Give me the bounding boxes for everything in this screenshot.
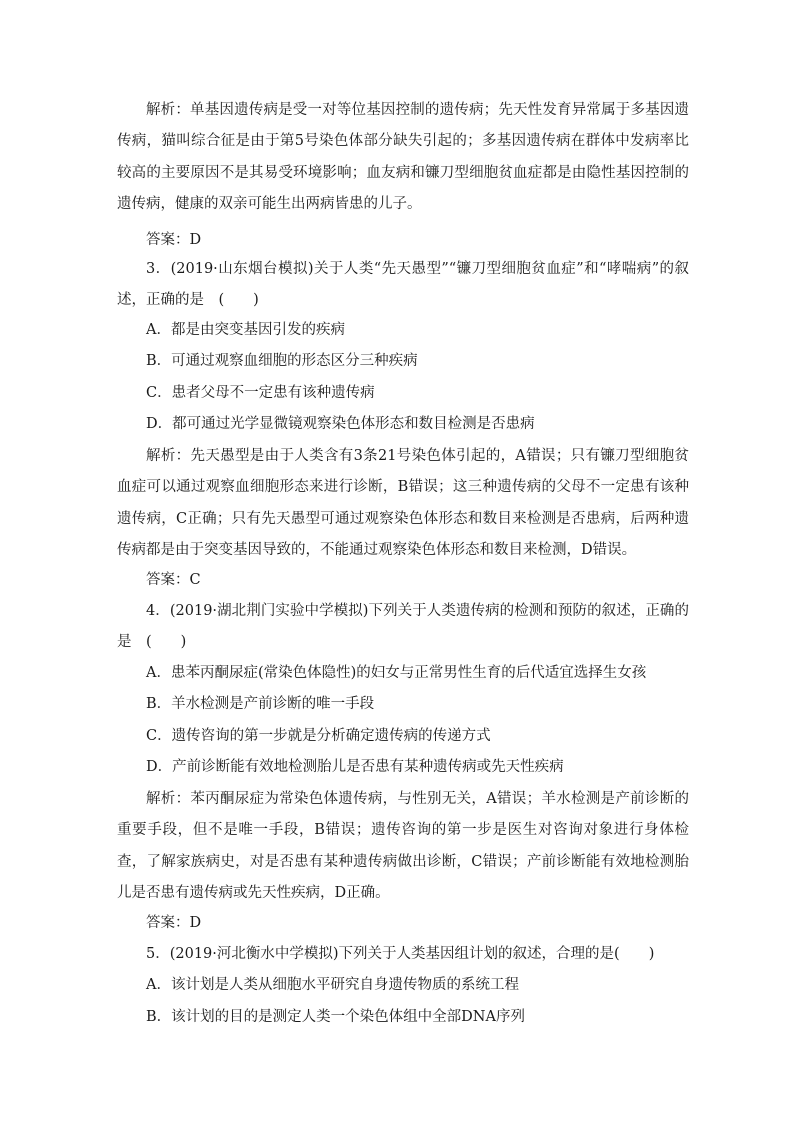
q4-option-a: A．患苯丙酮尿症(常染色体隐性)的妇女与正常男性生育的后代适宜选择生女孩 xyxy=(146,665,647,681)
q4-option-c: C．遗传咨询的第一步就是分析确定遗传病的传递方式 xyxy=(146,728,491,744)
q4-option-d: D．产前诊断能有效地检测胎儿是否患有某种遗传病或先天性疾病 xyxy=(146,759,564,775)
q3-option-b: B．可通过观察血细胞的形态区分三种疾病 xyxy=(146,353,418,369)
q4-answer: 答案：D xyxy=(146,915,202,931)
q5-stem: 5．(2019·河北衡水中学模拟)下列关于人类基因组计划的叙述，合理的是( ) xyxy=(146,946,655,962)
q4-option-b: B．羊水检测是产前诊断的唯一手段 xyxy=(146,696,375,712)
q4-stem: 4．(2019·湖北荆门实验中学模拟)下列关于人类遗传病的检测和预防的叙述，正确的是 ( ) xyxy=(117,603,689,651)
q3-analysis: 解析：先天愚型是由于人类含有3条21号染色体引起的，A错误；只有镰刀型细胞贫血症可以通过观察血细胞形态来进行诊断，B错误；这三种遗传病的父母不一定患有该种遗传病，C正确；只有先天愚型可通过观察染色体形态和数目来检测是否患病，后两种遗传病都是由于突变基因导致的，不能通过观察染色体形态和数目来检测，D错误。 xyxy=(117,448,689,559)
q3-stem: 3．(2019·山东烟台模拟)关于人类“先天愚型”“镰刀型细胞贫血症”和“哮喘病”的叙述，正确的是 ( ) xyxy=(117,261,689,309)
q3-option-a: A．都是由突变基因引发的疾病 xyxy=(146,322,345,338)
q2-answer: 答案：D xyxy=(146,232,202,248)
q5-option-b: B．该计划的目的是测定人类一个染色体组中全部DNA序列 xyxy=(146,1009,525,1025)
q4-analysis: 解析：苯丙酮尿症为常染色体遗传病，与性别无关，A错误；羊水检测是产前诊断的重要手段，但不是唯一手段，B错误；遗传咨询的第一步是医生对咨询对象进行身体检查，了解家族病史，对是否患有某种遗传病做出诊断，C错误；产前诊断能有效地检测胎儿是否患有遗传病或先天性疾病，D正确。 xyxy=(117,791,689,902)
q3-option-d: D．都可通过光学显微镜观察染色体形态和数目检测是否患病 xyxy=(146,416,535,432)
q5-option-a: A．该计划是人类从细胞水平研究自身遗传物质的系统工程 xyxy=(146,977,519,993)
q2-analysis: 解析：单基因遗传病是受一对等位基因控制的遗传病；先天性发育异常属于多基因遗传病，猫叫综合征是由于第5号染色体部分缺失引起的；多基因遗传病在群体中发病率比较高的主要原因不是其易受环境影响；血友病和镰刀型细胞贫血症都是由隐性基因控制的遗传病，健康的双亲可能生出两病皆患的儿子。 xyxy=(117,102,689,213)
q3-answer: 答案：C xyxy=(146,572,201,588)
q3-option-c: C．患者父母不一定患有该种遗传病 xyxy=(146,385,375,401)
